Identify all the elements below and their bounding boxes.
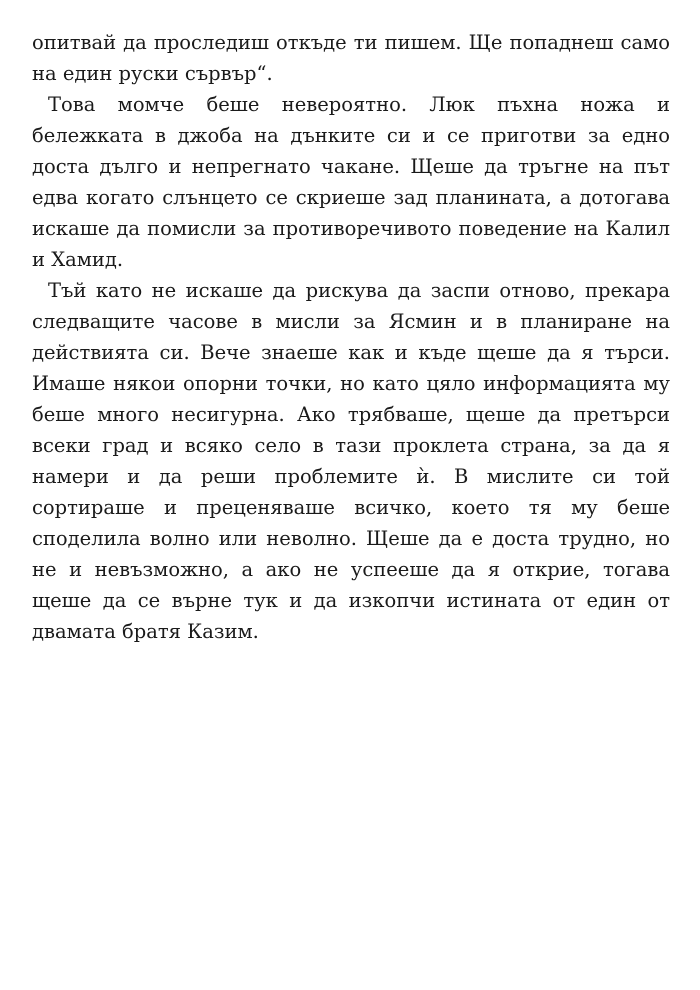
paragraph-planning: Тъй като не искаше да рискува да заспи отново, прекара следващите часове в мисли за Ясмин и в планиране на действията си. Вече знаеше как и къде щеше да я търси. Имаше някои опорни точки, но като цяло информацията му беше много несигурна. Ако трябваше, щеше да претърси всеки град и всяко село в тази проклета страна, за да я намери и да реши проблемите ѝ. В мислите си той сортираше и преценяваше всичко, което тя му беше споделила волно или неволно. Щеше да е доста трудно, но не и невъзможно, а ако не успееше да я открие, тогава щеше да се върне тук и да изкопчи истината от един от двамата братя Казим. [32,279,670,643]
paragraph-luke-waiting: Това момче беше невероятно. Люк пъхна ножа и бележката в джоба на дънките си и се приготви за едно доста дълго и непрегнато чакане. Щеше да тръгне на път едва когато слънцето се скриеше зад планината, а дотогава искаше да помисли за противоречивото поведение на Калил и Хамид. [32,93,670,271]
paragraph-continuation: опитвай да проследиш откъде ти пишем. Ще попаднеш само на един руски сървър“. [32,31,670,85]
book-page [32,27,670,647]
